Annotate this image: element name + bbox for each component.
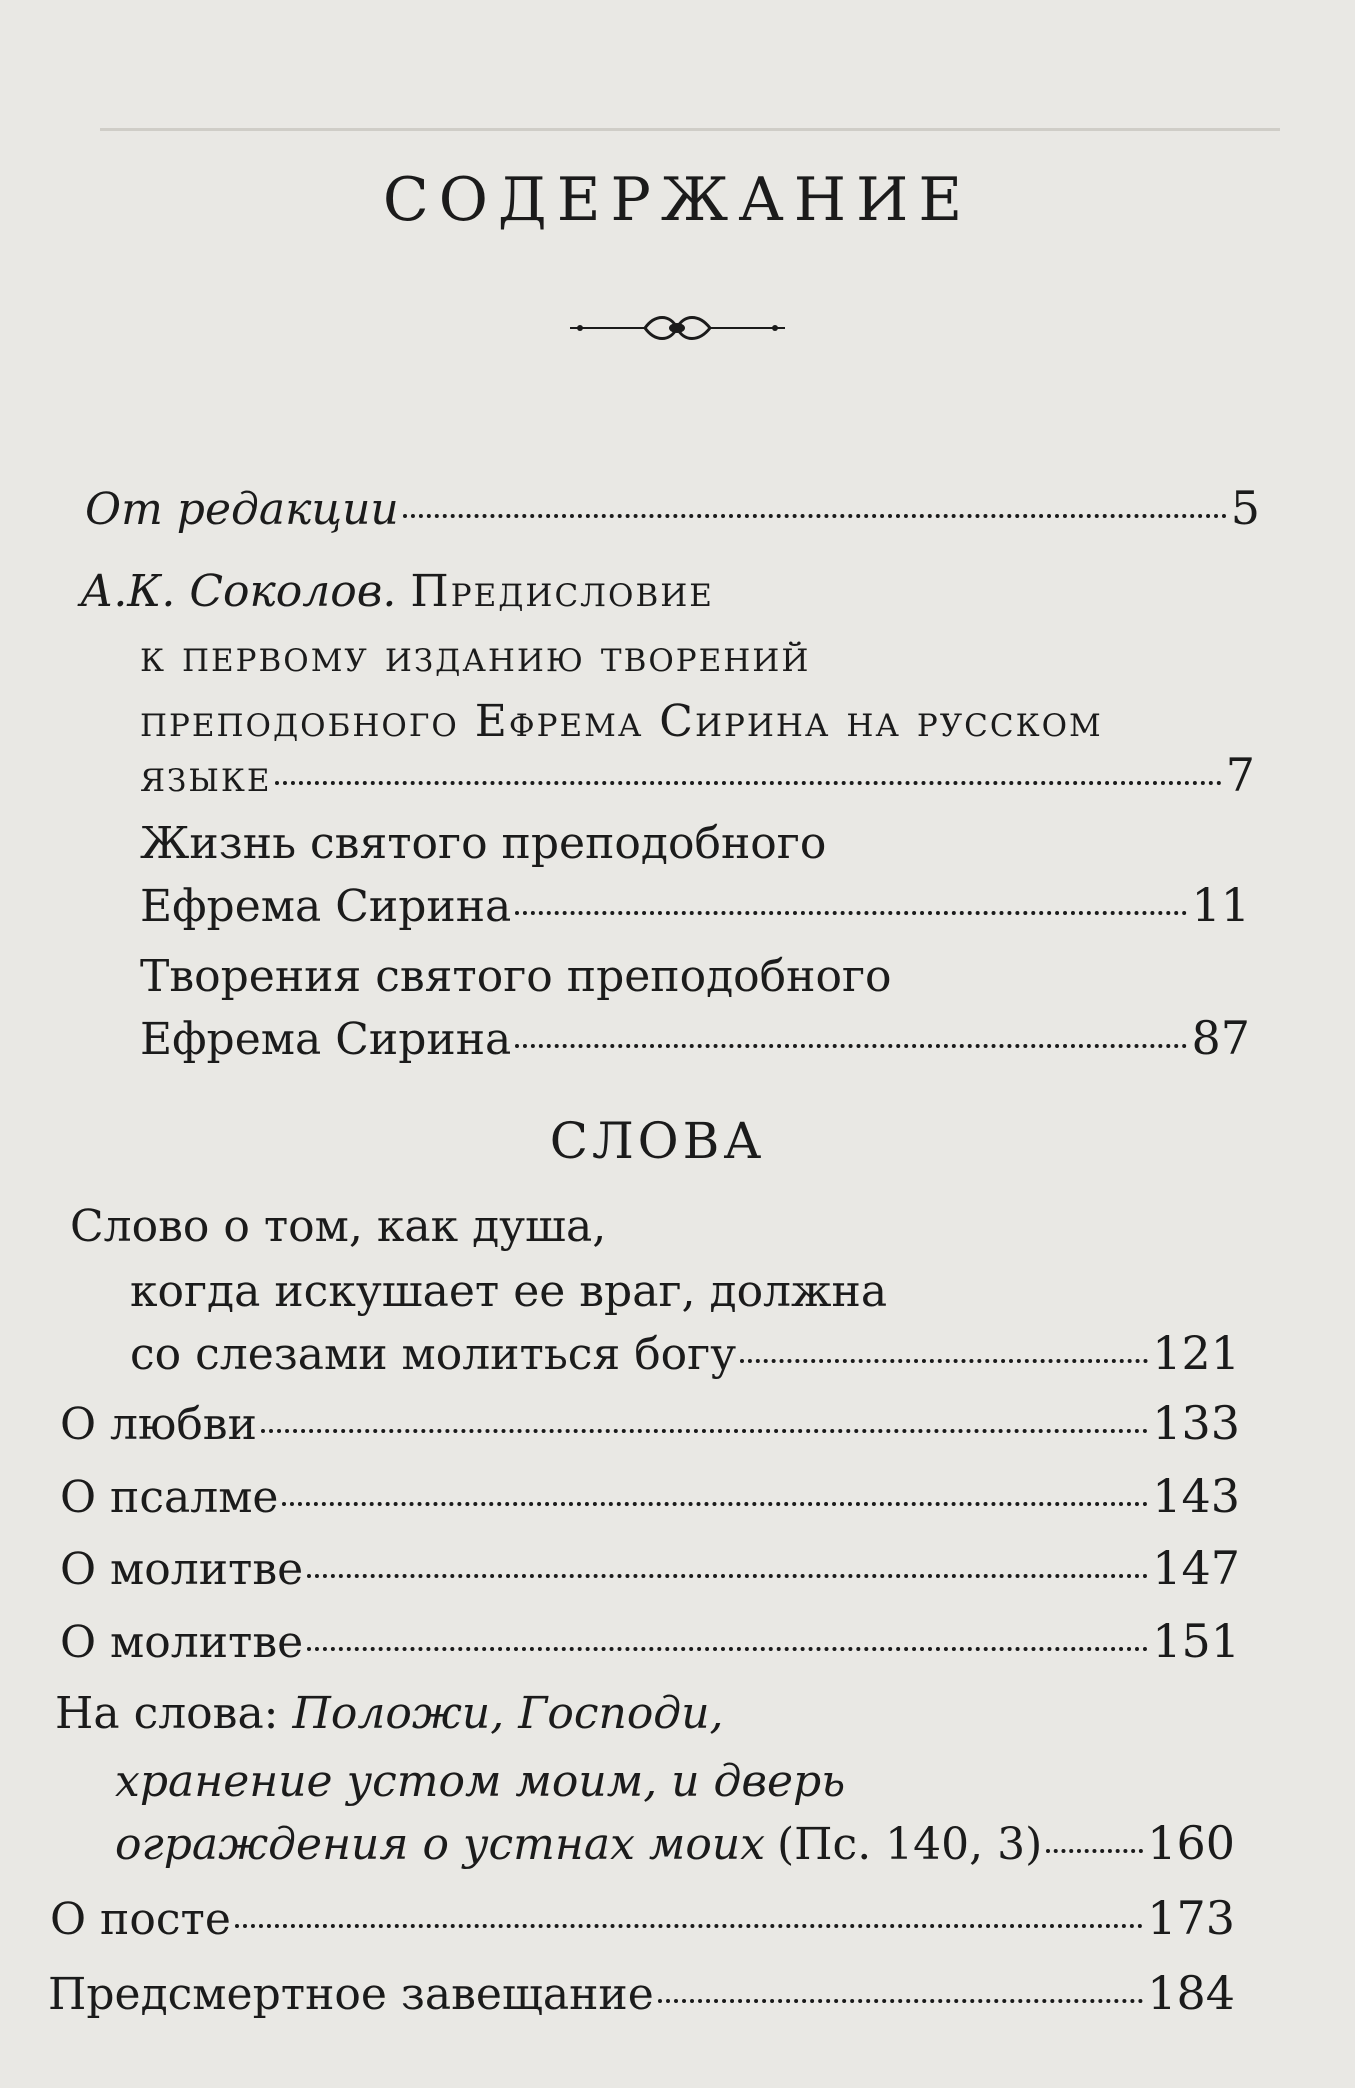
- toc-entry-label: О псалме: [60, 1472, 279, 1523]
- toc-entry-label: Ефрема Сирина: [140, 1014, 512, 1065]
- toc-entry-na-slova-line1: [55, 1688, 724, 1739]
- toc-entry-slovo-line1: Слово о том, как душа,: [70, 1201, 607, 1252]
- toc-entry-o-psalme[interactable]: [60, 1469, 1240, 1523]
- toc-page-number: 11: [1191, 878, 1250, 932]
- toc-entry-label: От редакции: [85, 484, 399, 535]
- toc-entry-quote: ограждения о устнах моих: [115, 1819, 766, 1870]
- toc-entry-o-lyubvi[interactable]: [60, 1396, 1240, 1450]
- page-title: СОДЕРЖАНИЕ: [382, 165, 973, 235]
- toc-entry-zhizn[interactable]: [140, 878, 1250, 932]
- dot-leader: [740, 1359, 1148, 1363]
- dot-leader: [1046, 1849, 1143, 1853]
- toc-entry-reference: (Пс. 140, 3): [777, 1819, 1043, 1870]
- dot-leader: [658, 1999, 1143, 2003]
- toc-entry-ot-redaktsii[interactable]: [85, 481, 1260, 535]
- toc-entry-na-slova-line2: хранение устом моим, и дверь: [115, 1756, 846, 1807]
- toc-entry-quote: Положи, Господи,: [292, 1688, 724, 1739]
- toc-entry-label: О молитве: [60, 1544, 304, 1595]
- toc-entry-slovo-line2: когда искушает ее враг, должна: [130, 1266, 888, 1317]
- ornament-divider-icon: [570, 308, 785, 348]
- toc-entry-sokolov-line2: к первому изданию творений: [140, 631, 811, 682]
- toc-entry-label: Ефрема Сирина: [140, 881, 512, 932]
- toc-entry-sokolov-line1[interactable]: [80, 566, 714, 617]
- dot-leader: [515, 1044, 1187, 1048]
- toc-page-number: 5: [1230, 481, 1260, 535]
- toc-page-number: 151: [1152, 1614, 1240, 1668]
- toc-page-number: 87: [1191, 1011, 1250, 1065]
- toc-page-number: 184: [1147, 1966, 1235, 2020]
- toc-entry-na-slova[interactable]: [115, 1816, 1235, 1870]
- toc-page-number: 121: [1152, 1326, 1240, 1380]
- toc-entry-label: Предисловие: [410, 566, 714, 617]
- toc-page-number: 147: [1152, 1541, 1240, 1595]
- toc-entry-label: О молитве: [60, 1617, 304, 1668]
- dot-leader: [282, 1502, 1148, 1506]
- toc-entry-zhizn-line1: Жизнь святого преподобного: [140, 818, 827, 869]
- section-heading: СЛОВА: [549, 1112, 766, 1170]
- dot-leader: [261, 1429, 1148, 1433]
- toc-entry-tvoreniya-line1: Творения святого преподобного: [140, 951, 892, 1002]
- dot-leader: [403, 514, 1227, 518]
- toc-entry-o-poste[interactable]: [50, 1891, 1235, 1945]
- toc-page-number: 133: [1152, 1396, 1240, 1450]
- toc-page-number: 173: [1147, 1891, 1235, 1945]
- toc-entry-o-molitve-147[interactable]: [60, 1541, 1240, 1595]
- header-rule: [100, 128, 1280, 131]
- toc-page-number: 160: [1147, 1816, 1235, 1870]
- dot-leader: [235, 1924, 1143, 1928]
- toc-entry-sokolov-line3: преподобного Ефрема Сирина на русском: [140, 696, 1103, 747]
- toc-entry-label: О любви: [60, 1399, 257, 1450]
- toc-entry-o-molitve-151[interactable]: [60, 1614, 1240, 1668]
- dot-leader: [307, 1574, 1148, 1578]
- show-through-text: [160, 240, 174, 291]
- toc-entry-tvoreniya[interactable]: [140, 1011, 1250, 1065]
- toc-entry-predsmertnoe[interactable]: [48, 1966, 1235, 2020]
- toc-page-number: 7: [1225, 748, 1255, 802]
- toc-entry-label: Предсмертное завещание: [48, 1969, 654, 2020]
- toc-entry-label: языке: [140, 751, 272, 802]
- toc-page-number: 143: [1152, 1469, 1240, 1523]
- toc-entry-sokolov[interactable]: [140, 748, 1255, 802]
- toc-entry-label: со слезами молиться богу: [130, 1329, 737, 1380]
- toc-entry-author: А.К. Соколов.: [80, 566, 397, 617]
- dot-leader: [275, 781, 1221, 785]
- toc-entry-label: О посте: [50, 1894, 231, 1945]
- dot-leader: [307, 1647, 1148, 1651]
- toc-entry-prefix: На слова:: [55, 1688, 279, 1739]
- dot-leader: [515, 911, 1187, 915]
- toc-entry-slovo-o-tom[interactable]: [130, 1326, 1240, 1380]
